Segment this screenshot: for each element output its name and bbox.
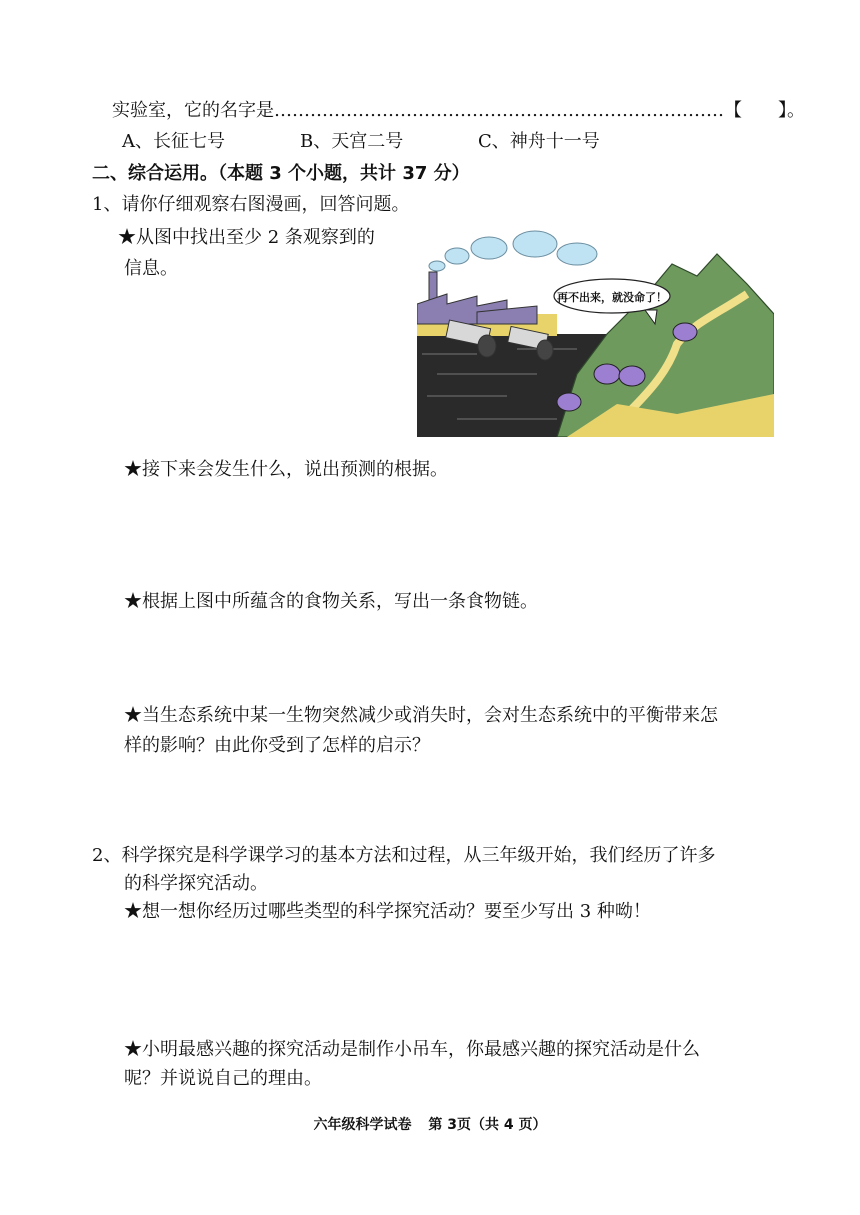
q1-task-1-line-1: ★从图中找出至少 2 条观察到的 (118, 227, 375, 248)
fish (557, 393, 581, 411)
footer-title: 六年级科学试卷 (313, 1117, 412, 1133)
pollution-cartoon (417, 224, 774, 437)
q2-task-2-line-2: 呢？并说说自己的理由。 (124, 1068, 322, 1089)
section-heading: 二、综合运用。（本题 3 个小题，共计 37 分） (92, 163, 470, 184)
page-footer (0, 1114, 860, 1134)
footer-page-number: 第 3页（共 4 页） (428, 1117, 547, 1133)
question-1-stem: 1、请你仔细观察右图漫画，回答问题。 (92, 194, 410, 215)
q1-task-1-line-2: 信息。 (124, 258, 178, 279)
q1-task-4-line-1: ★当生态系统中某一生物突然减少或消失时，会对生态系统中的平衡带来怎 (124, 705, 718, 726)
q2-task-2-line-1: ★小明最感兴趣的探究活动是制作小吊车，你最感兴趣的探究活动是什么 (124, 1039, 700, 1060)
q1-task-3: ★根据上图中所蕴含的食物关系，写出一条食物链。 (124, 591, 538, 612)
bubble-text: 再不出来，就没命了！ (557, 291, 667, 304)
question-stem-end: 实验室，它的名字是…………………………………………………………………【 】。 (112, 100, 805, 121)
q1-task-2: ★接下来会发生什么，说出预测的根据。 (124, 459, 448, 480)
q1-task-4-line-2: 样的影响？由此你受到了怎样的启示？ (124, 735, 430, 756)
option-a: A、长征七号 (122, 131, 225, 152)
fish (594, 364, 620, 384)
question-2-stem-line-1: 2、科学探究是科学课学习的基本方法和过程，从三年级开始，我们经历了许多 (92, 845, 716, 866)
fish (673, 323, 697, 341)
option-b: B、天宫二号 (300, 131, 404, 152)
q2-task-1: ★想一想你经历过哪些类型的科学探究活动？要至少写出 3 种呦！ (124, 901, 651, 922)
fish (619, 366, 645, 386)
option-c: C、神舟十一号 (478, 131, 600, 152)
question-2-stem-line-2: 的科学探究活动。 (124, 873, 268, 894)
